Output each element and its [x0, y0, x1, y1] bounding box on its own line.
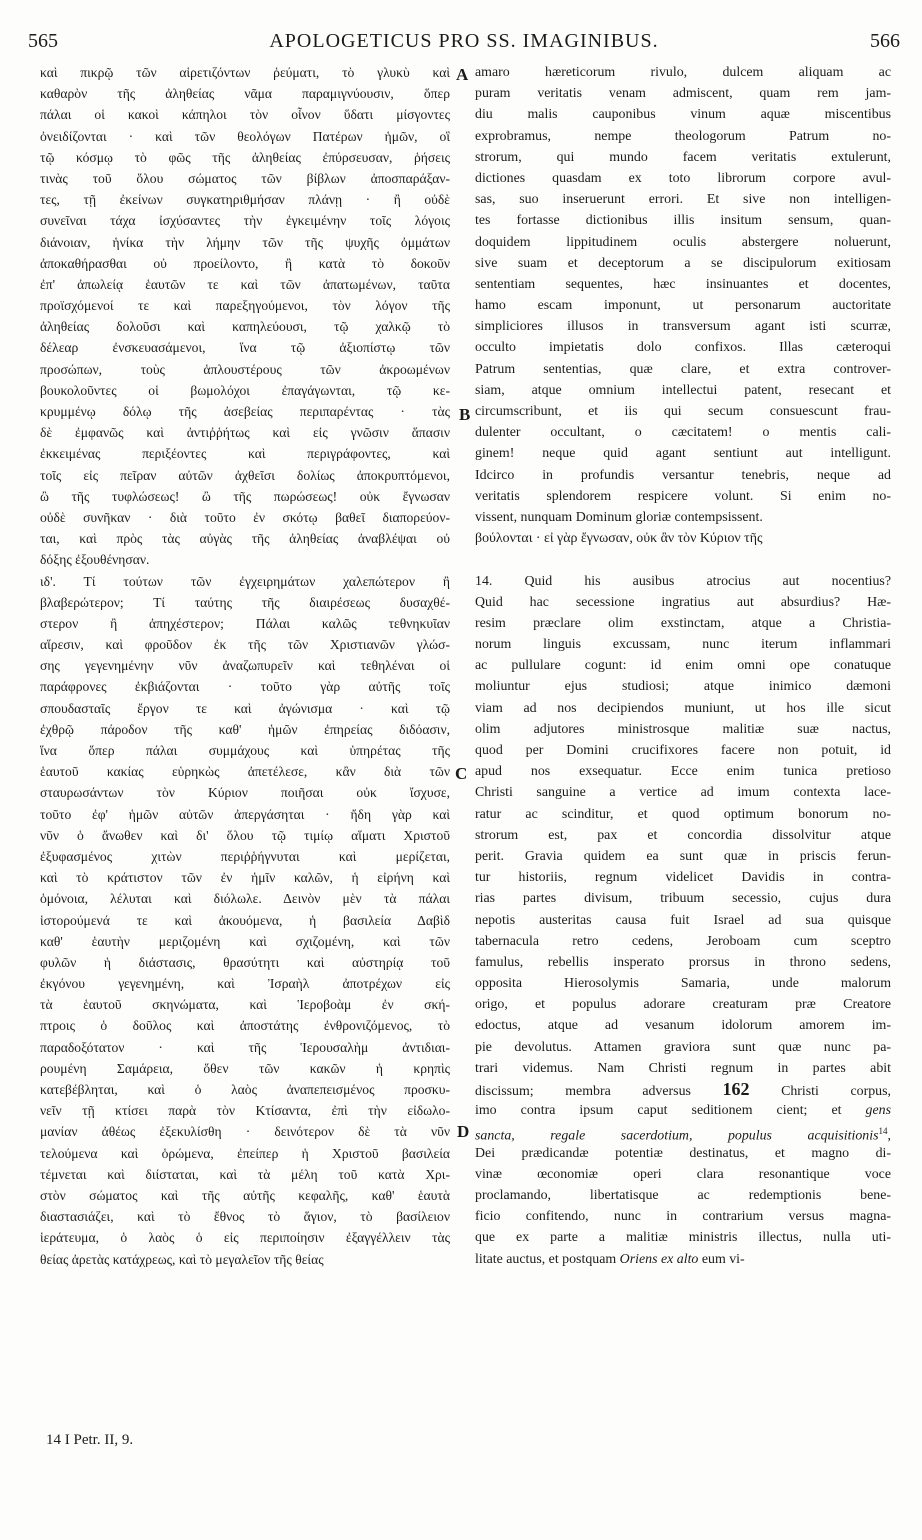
paragraph-gap	[475, 549, 891, 570]
greek-line: δὲ ἐμφανῶς καὶ ἀντιῤῥήτως καὶ εἰς γνῶσιν ἅπασιν	[40, 425, 450, 441]
latin-line: trari videmus. Nam Christi regnum in partes abit	[475, 1060, 891, 1076]
latin-line: quod per Domini crucifixores facere non potuit, id	[475, 743, 891, 758]
greek-line: προϊσχόμενοί τε καὶ παρεξηγούμενοι, τὸν λόγον τῆς	[40, 298, 450, 314]
greek-line: σταυρωσάντων τὸν Κύριον ποιῆσαι οὐκ ἴσχυσε,	[40, 785, 450, 801]
latin-line: vinæ œconomiæ operi clara resonantique voce	[475, 1166, 891, 1182]
latin-line: dictiones quasdam ex toto librorum corpore avul-	[475, 170, 891, 186]
latin-line: ac pullulare cogunt: id enim omni ope conatuque	[475, 658, 891, 674]
latin-line: resim præclare olim exstinctam, atque a Christia-	[475, 615, 891, 631]
greek-line: βλαβερώτερον; Τί ταύτης τῆς διαιρέσεως δυσαχθέ-	[40, 594, 450, 610]
latin-line: diu malis cauponibus vinum aquæ miscentibus	[475, 107, 891, 123]
greek-line: καθαρὸν τῆς ἀληθείας νᾶμα παραμιγνύουσιν, ὅπερ	[40, 86, 450, 102]
latin-line: moliuntur ejus studiosi; atque inimico dæmoni	[475, 679, 891, 695]
greek-line: πτροις ὁ δοῦλος καὶ ἀποστάτης ἐνθρονιζόμενος, τὸ	[40, 1018, 450, 1034]
latin-line: occulto impietatis dolo confixos. Illas cæteroqui	[475, 340, 891, 356]
latin-line: norum linguis excussam, nunc iterum inflammari	[475, 637, 891, 653]
greek-line: τες, τῇ ἐκείνων συγκατηριθμήσαν πλάνῃ · ἢ οὐδὲ	[40, 192, 450, 208]
greek-column	[40, 62, 450, 1270]
greek-line: θείας ἀρετὰς κατάχρεως, καὶ τὸ μεγαλεῖον τῆς θείας	[40, 1251, 324, 1267]
greek-line: νῦν ὁ ἄνωθεν καὶ δι' ὅλου τῷ τιμίῳ αἵματι Χριστοῦ	[40, 827, 450, 843]
greek-line: τινὰς τοῦ ὅλου σώματος τῶν βίβλων ἀποσπαράξαν-	[40, 170, 450, 186]
greek-line: μανίαν ἀθέως ἐξεκυλίσθη · δεινότερον δὲ τὰ νῦν	[40, 1124, 450, 1140]
italic-phrase: sancta, regale sacerdotium, populus acquisitionis	[475, 1129, 879, 1143]
latin-line: puram veritatis venam admiscent, quam rem jam-	[475, 86, 891, 102]
latin-line: exprobramus, nempe theologorum Patrum no-	[475, 128, 891, 144]
latin-column	[475, 62, 891, 1270]
greek-line: ἐπ' ἀπωλείᾳ ἑαυτῶν τε καὶ τῶν ἀπατωμένων, ταῦτα	[40, 276, 450, 292]
latin-line: tabernacula retro cedens, Jeroboam cum sceptro	[475, 933, 891, 949]
latin-line: proclamando, libertatisque ac redemptionis bene-	[475, 1187, 891, 1203]
greek-line: ἵνα ὅπερ πάλαι συμμάχους καὶ ὑπηρέτας τῆς	[40, 743, 450, 758]
latin-line-text: eum vi-	[698, 1251, 745, 1267]
latin-line	[475, 1079, 891, 1100]
latin-line: circumscribunt, et iis qui secum consuescunt frau-	[475, 404, 891, 419]
running-header	[28, 30, 900, 60]
greek-line: νεῖν τῇ κτίσει παρὰ τὸν Κτίσαντα, ἐπὶ τὴν εἰδωλο-	[40, 1103, 450, 1119]
latin-line-text: Christi corpus,	[749, 1084, 891, 1099]
latin-line: apud nos exsequatur. Ecce enim tunica pretioso	[475, 764, 891, 780]
section-marker-b: B	[459, 405, 471, 424]
footnote-ref: 14	[878, 1126, 888, 1137]
greek-line: παράφρονες ἐκβιάζονται · τοῦτο γὰρ αὐτῆς τοῖς	[40, 679, 450, 695]
latin-line: veritatis splendorem respicere volunt. Si enim no-	[475, 488, 891, 504]
latin-line: ficio confitendo, nunc in contrarium versus magna-	[475, 1209, 891, 1225]
latin-line-text: imo contra ipsum caput seditionem cient; et	[475, 1103, 866, 1119]
greek-line: τοῖς εἰς πεῖραν αὐτῶν ἀχθεῖσι δολίως ἀποκρυπτόμενοι,	[40, 467, 450, 483]
latin-line: opposita Hierosolymis Samaria, unde malorum	[475, 976, 891, 992]
greek-line: καὶ πικρῷ τῶν αἱρετιζόντων ῥεύματι, τὸ γλυκὺ καὶ	[40, 65, 450, 80]
greek-line: διάνοιαν, ἡνίκα τὴν λήμην τῶν τῆς ψυχῆς ὀμμάτων	[40, 234, 450, 250]
latin-line: nepotis austeritas causa fuit Israel ad sua quisque	[475, 912, 891, 928]
greek-line: σπουδασταῖς ἔργον τε καὶ ἀγώνισμα · καὶ τῷ	[40, 700, 450, 716]
latin-line: amaro hæreticorum rivulo, dulcem aliquam ac	[475, 65, 891, 80]
page-number-left: 565	[28, 30, 58, 52]
section-marker-c: C	[455, 764, 468, 783]
section-marker-a: A	[456, 65, 469, 84]
running-title: APOLOGETICUS PRO SS. IMAGINIBUS.	[269, 30, 659, 52]
latin-line: simpliciores illusos in transversum agant isti scurræ,	[475, 319, 891, 335]
latin-line: Patrum sententias, quæ clare, et extra controver-	[475, 361, 891, 377]
greek-line: σης γεγενημένην νῦν ἀναζωπυρεῖν καὶ τεθηλέναι οἱ	[40, 658, 450, 674]
greek-line: κρυμμένῳ δόλῳ τῆς ἀσεβείας περιπαρέντας · τὰς	[40, 404, 450, 419]
latin-line: 14. Quid his ausibus atrocius aut nocentius?	[475, 573, 891, 589]
latin-line: que ex parte a malitiæ ministris illectus, nulla uti-	[475, 1230, 891, 1246]
latin-line: Quid hac secessione ingratius aut absurdius? Hæ-	[475, 594, 891, 610]
greek-line: ὁμόνοια, λέλυται καὶ διόλωλε. Δεινὸν μὲν τὰ πάλαι	[40, 891, 450, 907]
latin-line: pie devolutus. Attamen graviora sunt quæ nunc pa-	[475, 1039, 891, 1055]
latin-line: tur historiis, regnum videlicet Davidis in contra-	[475, 870, 891, 886]
greek-line: καὶ τὸ κράτιστον τῶν ἐν ἡμῖν καλῶν, ἡ εἰρήνη καὶ	[40, 870, 450, 886]
latin-line: strorum, qui mundo facem veritatis extulerunt,	[475, 149, 891, 165]
greek-line: ἱστορούμενά τε καὶ ἀκουόμενα, ἡ βασιλεία Δαβὶδ	[40, 912, 450, 928]
greek-line: συνεῖναι τάχα ἰσχύσαντες τὴν ἐγκειμένην τοῖς λόγοις	[40, 213, 450, 229]
greek-line: ἐχθρῷ πάροδον τῆς καθ' ἡμῶν ἐπηρείας διδόασιν,	[40, 721, 450, 737]
greek-line: δέλεαρ ἐνσκευασάμενοι, ἵνα τῷ ἀξιοπίστῳ τῶν	[40, 340, 450, 356]
greek-line: τῷ κόσμῳ τὸ φῶς τῆς ἀληθείας ἐπύρσευσαν, ῥήσεις	[40, 149, 450, 165]
italic-word: gens	[865, 1103, 891, 1119]
latin-line: sententiam sequentes, hæc insinuantes et docentes,	[475, 276, 891, 292]
greek-line: ἀποκαθήρασθαι οὐ προείλοντο, ἢ κατὰ τὸ δοκοῦν	[40, 255, 450, 271]
latin-line: strorum est, pax et concordia dissolvitur atque	[475, 827, 891, 843]
greek-line: ἑαυτοῦ κακίας εὑρηκὼς ἀπετέλεσε, κἂν διὰ τῶν	[40, 764, 450, 780]
latin-line: rias partes divisum, tribuum secessio, cujus dura	[475, 891, 891, 907]
greek-line: αἵρεσιν, καὶ φροῦδον ἐκ τῆς τῶν Χριστιανῶν γλώσ-	[40, 637, 450, 653]
greek-line: στερον ἢ ἀπηχέστερον; Πάλαι καλῶς τεθνηκυῖαν	[40, 615, 450, 631]
greek-line: στὸν σώματος καὶ τῆς αὐτῆς κεφαλῆς, καθ' ἑαυτὰ	[40, 1187, 450, 1203]
latin-line: edoctus, atque ad vesanum idolorum amorem im-	[475, 1018, 891, 1034]
page-marker: 162	[722, 1079, 750, 1099]
greek-line: προσώπων, τοὺς ἁπλουστέρους τῶν ἀκροωμένων	[40, 361, 450, 377]
latin-line: sancta, regale sacerdotium, populus acquisitionis$^{14}$,	[475, 1126, 891, 1143]
latin-line: βούλονται · εἰ γὰρ ἔγνωσαν, οὐκ ἂν τὸν Κύριον τῆς	[475, 531, 763, 547]
latin-line: olim adjutores ministrosque malitiæ suæ nactus,	[475, 721, 891, 737]
section-marker-d: D	[457, 1122, 470, 1141]
greek-line: παραδοξότατον · καὶ τῆς Ἱερουσαλὴμ ἀντιδιαι-	[40, 1039, 450, 1055]
latin-line-text: discissum; membra adversus	[475, 1084, 723, 1099]
latin-line: sive suam et deceptorum a se discipulorum exitiosam	[475, 255, 891, 271]
greek-line: τελούμενα καὶ ὁρώμενα, ἐπείπερ ἡ Χριστοῦ βασιλεία	[40, 1145, 450, 1161]
latin-line: origo, et populus adorare creaturam præ Creatore	[475, 997, 891, 1013]
greek-line: φυλῶν ἡ διάστασις, θρασύτητι καὶ αὐστηρίᾳ τοῦ	[40, 954, 450, 970]
latin-line: Idcirco in profundis versantur tenebris, neque ad	[475, 467, 891, 483]
latin-line: sas, suo inseruerunt errori. Et sive non intelligen-	[475, 192, 891, 208]
latin-line	[475, 1100, 891, 1121]
greek-line: δόξης ἐξουθένησαν.	[40, 552, 150, 568]
greek-line: ἐξυφασμένος χιτὼν περιῤῥήγνυται καὶ μερίζεται,	[40, 848, 450, 864]
greek-line: ιδ'. Τί τούτων τῶν ἐγχειρημάτων χαλεπώτερον ἢ	[40, 573, 450, 589]
italic-phrase: Oriens ex alto	[619, 1251, 699, 1267]
greek-line: ἱεράτευμα, ὁ λαὸς ὁ εἰς περιποίησιν ἐξαγγέλλειν τὰς	[40, 1230, 450, 1246]
greek-line: ἀληθείας δολοῦσι καὶ καπηλεύουσι, τῷ χαλκῷ τὸ	[40, 319, 450, 335]
greek-line: ται, καὶ πρὸς τὰς αὐγὰς τῆς ἀληθείας ἀναβλέψαι οὐ	[40, 531, 450, 547]
latin-line: perit. Gravia quidem ea sunt quæ in priscis ferun-	[475, 848, 891, 864]
latin-line: doquidem lippitudinem oculis abstergere noluerunt,	[475, 234, 891, 250]
latin-line: vissent, nunquam Dominum gloriæ contempsissent.	[475, 509, 763, 525]
latin-line-text: litate auctus, et postquam	[475, 1251, 620, 1267]
greek-line: ὀνειδίζονται · καὶ τῶν θεολόγων Πατέρων ἡμῶν, οἳ	[40, 128, 450, 144]
latin-line: Dei prædicandæ potentiæ destinatus, et magno di-	[475, 1145, 891, 1161]
greek-line: βουκολοῦντες οἱ βωμολόχοι ἐπαγάγωνται, τῷ κε-	[40, 382, 450, 398]
greek-line: πάλαι οἱ κακοὶ κάπηλοι τὸν οἶνον ὕδατι μίσγοντες	[40, 107, 450, 123]
latin-line: viam ad nos decipiendos muniunt, ut hos ille sicut	[475, 700, 891, 716]
greek-line: διαστασιάζει, καὶ τὸ ἔθνος τὸ ἅγιον, τὸ βασίλειον	[40, 1209, 450, 1225]
latin-line: dulenter occultant, o cæcitatem! o mentis cali-	[475, 425, 891, 441]
latin-line: siam, atque omnium intellectui patent, resecant et	[475, 382, 891, 398]
latin-line	[475, 1249, 891, 1270]
latin-line: ginem! neque quid agant sentiunt aut intelligunt.	[475, 446, 891, 462]
greek-line: ρουμένη Σαμάρεια, ὅθεν τῶν κακῶν ἡ κρηπὶς	[40, 1060, 450, 1076]
greek-line: τὰ ἑαυτοῦ σκηνώματα, καὶ Ἱεροβοὰμ ἐν σκή-	[40, 997, 450, 1013]
greek-line: ἐκγόνου γεγενημένη, καὶ Ἰσραὴλ ἀποτρέχων εἰς	[40, 976, 450, 992]
latin-line: famulus, rebellis insperato prorsus in throno sedens,	[475, 954, 891, 970]
greek-line: τέμνεται καὶ διίσταται, καὶ τὰ μέλη τοῦ κατὰ Χρι-	[40, 1166, 450, 1182]
page-number-right: 566	[870, 30, 900, 52]
greek-line: καθ' ἑαυτὴν μεριζομένη καὶ σχιζομένη, καὶ τῶν	[40, 933, 450, 949]
greek-line: ἐκκειμένας περιξέοντες καὶ περιγράφοντες, καὶ	[40, 446, 450, 462]
footnote: 14 I Petr. II, 9.	[46, 1432, 134, 1448]
greek-line: κατεβέβληται, καὶ ὁ λαὸς ἀναπεπεισμένος προσκυ-	[40, 1082, 450, 1097]
latin-line: tes fortasse dictionibus illis insitum sensum, quan-	[475, 213, 891, 229]
latin-line: hamo escam imponunt, ut personarum auctoritate	[475, 298, 891, 314]
greek-line: οὐδὲ συνῆκαν · διὰ τοῦτο ἐν σκότῳ βαθεῖ διαπορεύον-	[40, 509, 450, 525]
latin-line: Christi sanguine a vertice ad imum contexta lace-	[475, 785, 891, 801]
greek-line: τοῦτο ἐφ' ἡμῶν αὐτῶν ἀπεργάσηται · ἤδη γὰρ καὶ	[40, 806, 450, 822]
latin-line: ratur ac scinditur, et quod optimum bonorum no-	[475, 806, 891, 822]
greek-line: ὢ τῆς τυφλώσεως! ὢ τῆς πωρώσεως! οὐκ ἔγνωσαν	[40, 488, 450, 504]
